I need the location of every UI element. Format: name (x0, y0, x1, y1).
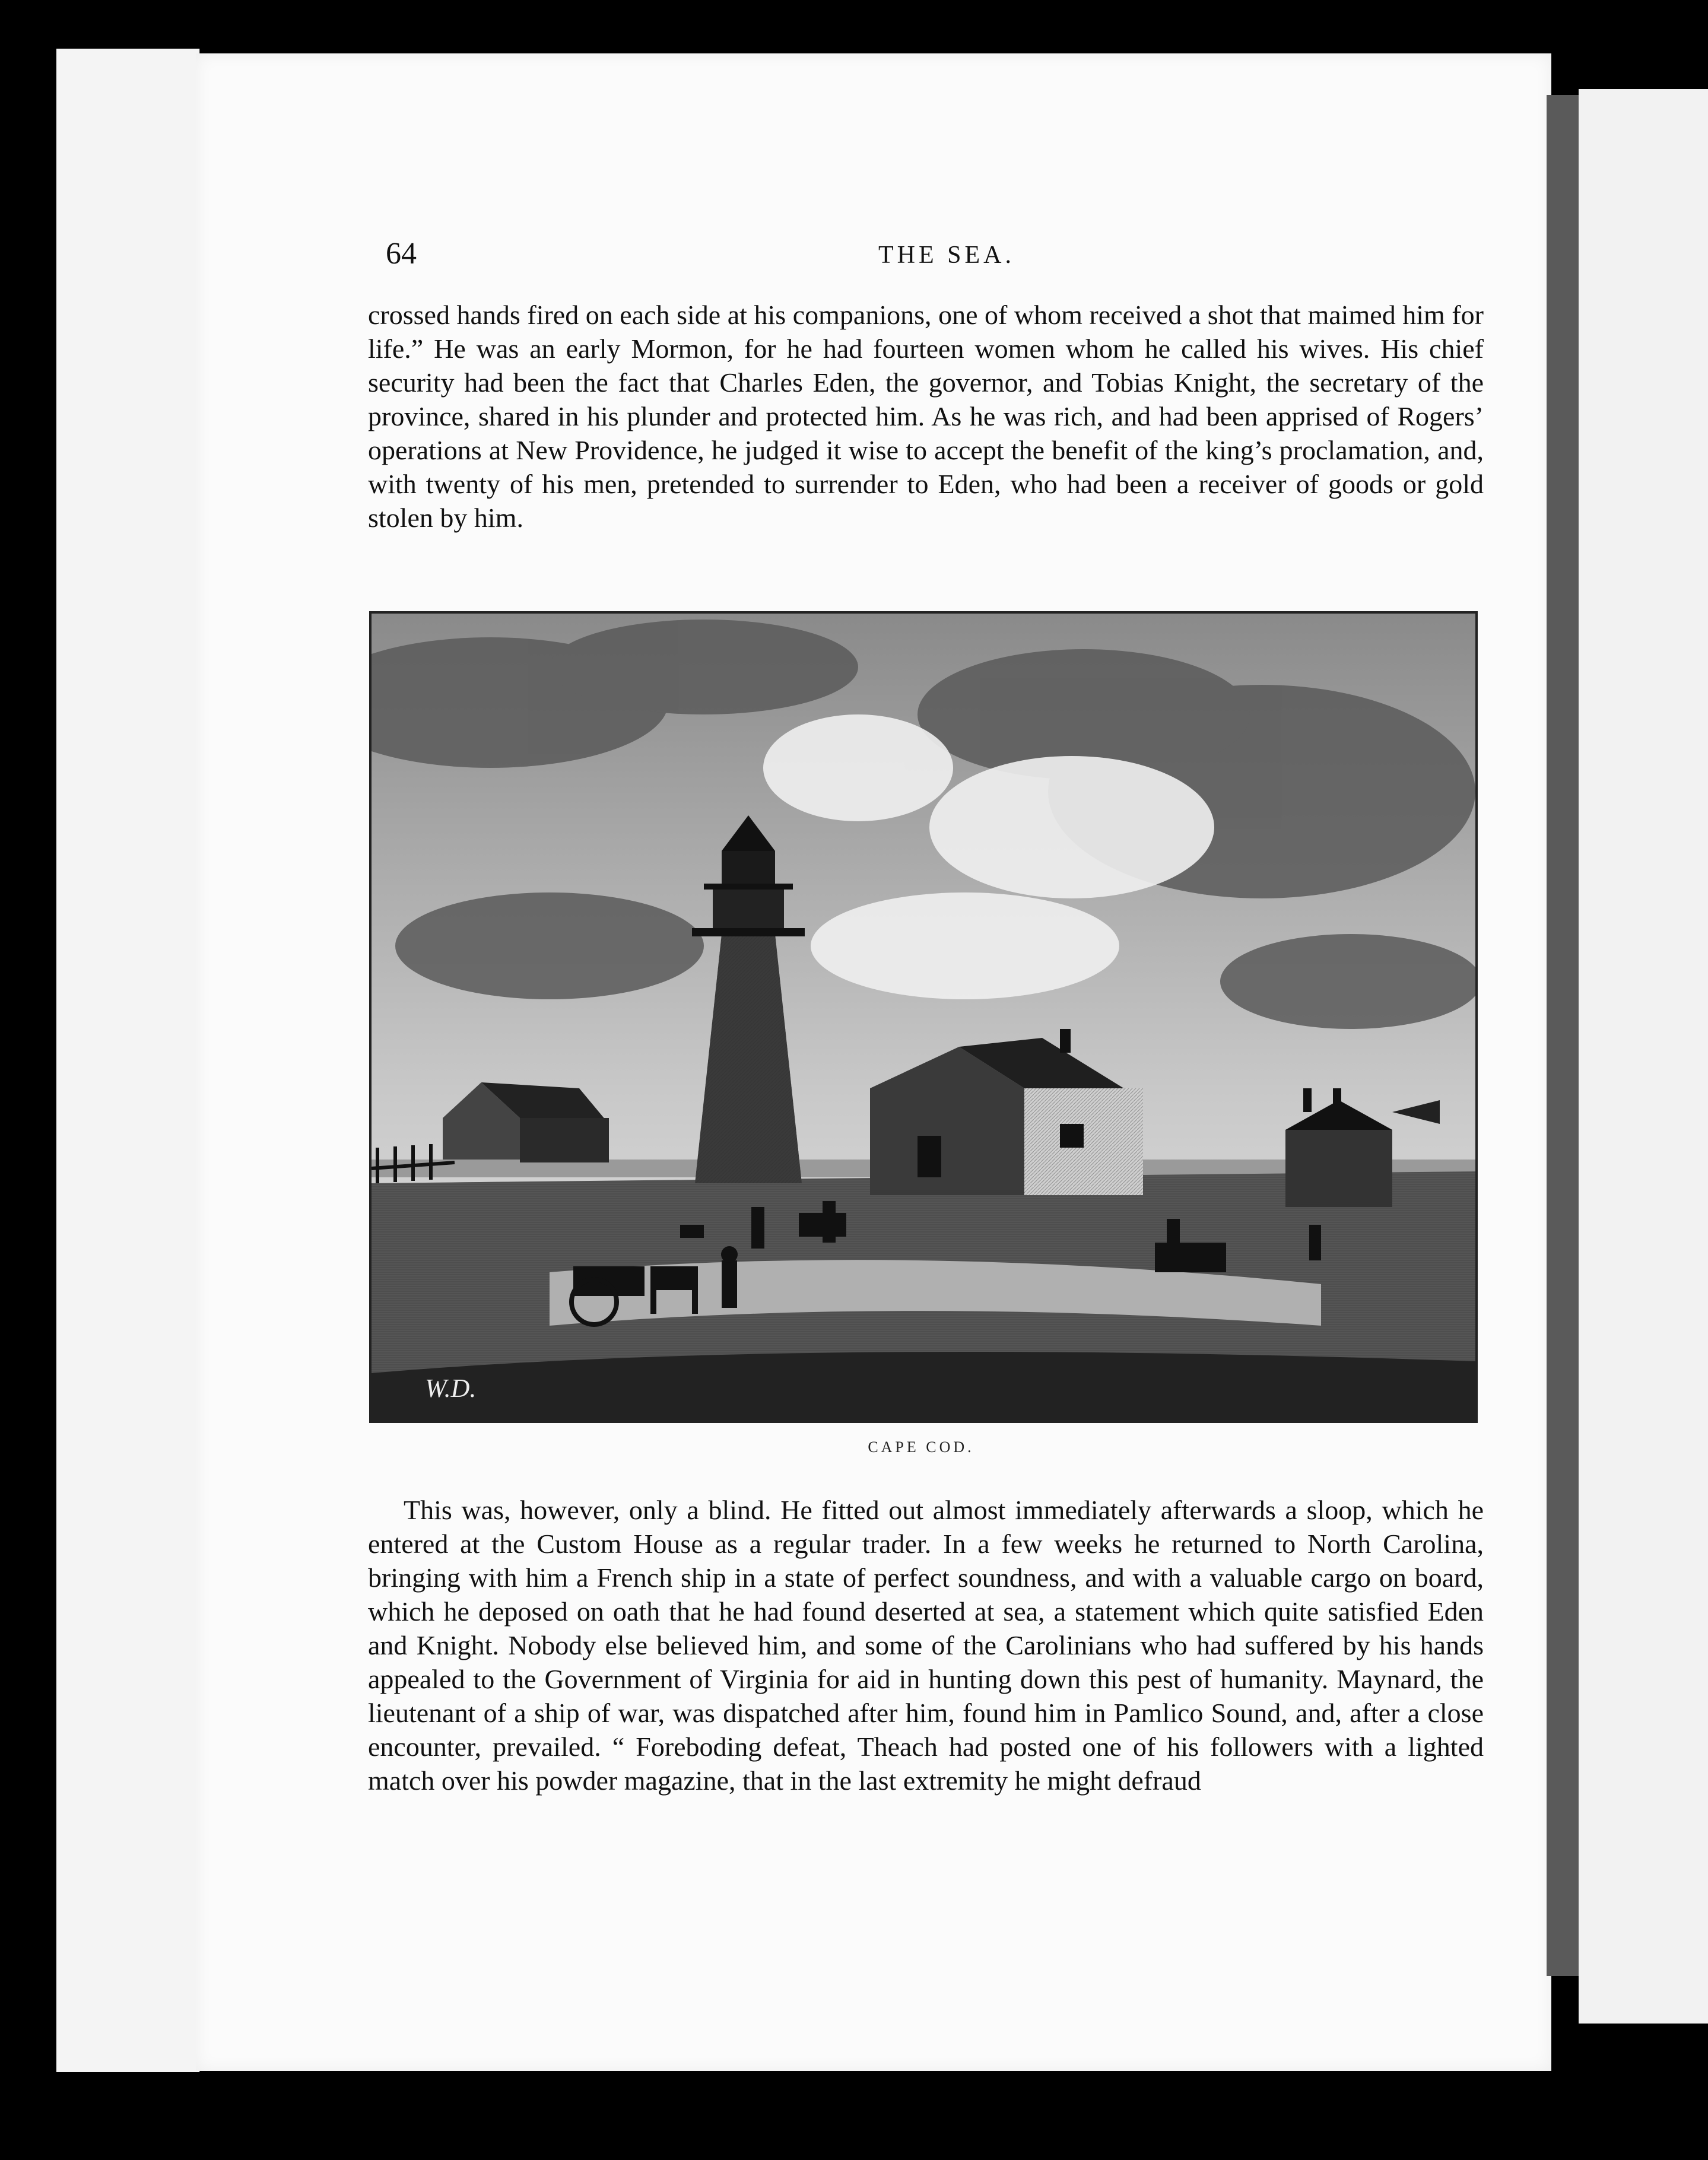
cape-cod-engraving (369, 611, 1478, 1423)
running-head (386, 236, 1573, 278)
page-number: 64 (386, 237, 417, 271)
running-title: THE SEA. (878, 242, 1015, 269)
svg-text:W.D.: W.D. (425, 1374, 477, 1403)
paragraph-2: This was, however, only a blind. He fitted out almost immediately afterwards a sloop, which he entered at the Custom House as a regular trader. In a few weeks he returned to North Carolina, bringing with him a French ship in a state of perfect soundness, and with a valuable cargo on board, which he deposed on oath that he had found deserted at sea, a statement which quite satisfied Eden and Knight. Nobody else believed him, and some of the Carolinians who had suffered by his hands appealed to the Government of Virginia for aid in hunting down this pest of humanity. Maynard, the lieutenant of a ship of war, was dispatched after him, found him in Pamlico Sound, and, after a close encounter, prevailed. “ Foreboding defeat, Theach had posted one of his followers with a lighted match over his powder magazine, that in the last extremity he might defraud (368, 1495, 1484, 1796)
paragraph-1: crossed hands fired on each side at his companions, one of whom received a shot that maimed him for life.” He was an early Mormon, for he had fourteen women whom he called his wives. His chief security had been the fact that Charles Eden, the governor, and Tobias Knight, the secretary of the province, shared in his plunder and protected him. As he was rich, and had been apprised of Rogers’ operations at New Providence, he judged it wise to accept the benefit of the king’s proclamation, and, with twenty of his men, pretended to surrender to Eden, who had been a receiver of goods or gold stolen by him. (368, 300, 1484, 533)
facing-page (1579, 89, 1708, 2024)
illustration-caption: CAPE COD. (868, 1438, 974, 1456)
page-edges (56, 49, 199, 2072)
page-gutter (1547, 95, 1579, 1976)
